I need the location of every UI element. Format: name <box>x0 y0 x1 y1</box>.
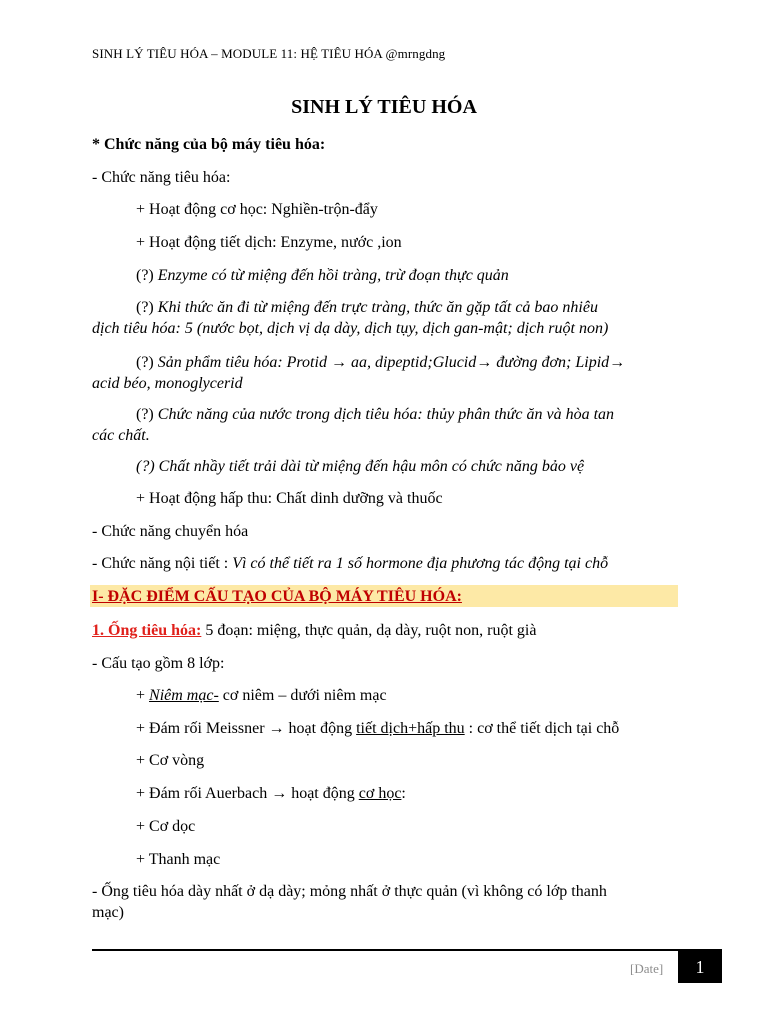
question-digestion-products <box>92 352 682 394</box>
question-marker: (?) <box>136 406 158 423</box>
footer-rule <box>92 949 722 951</box>
question-digestive-juices <box>92 297 682 339</box>
meissner-rest: : cơ thể tiết dịch tại chỗ <box>464 720 620 737</box>
question-marker: (?) <box>136 354 158 371</box>
layer-longitudinal-muscle: + Cơ dọc <box>136 818 196 835</box>
question-mucus: (?) Chất nhầy tiết trải dài từ miệng đến hậu môn có chức năng bảo vệ <box>136 458 585 475</box>
mucosa-term: Niêm mạc- <box>149 687 219 704</box>
secretion-activity: + Hoạt động tiết dịch: Enzyme, nước ,ion <box>136 234 402 251</box>
mechanical-activity: + Hoạt động cơ học: Nghiền-trộn-đẩy <box>136 201 378 218</box>
mucosa-rest: cơ niêm – dưới niêm mạc <box>218 687 387 704</box>
page-number: 1 <box>678 951 722 983</box>
digestive-tube-label: 1. Ống tiêu hóa: <box>92 622 202 639</box>
layer-meissner <box>136 718 619 739</box>
layer-auerbach <box>136 783 406 804</box>
metabolic-function: - Chức năng chuyển hóa <box>92 523 249 540</box>
question-text-line2: các chất. <box>92 427 150 444</box>
question-water-function <box>92 404 682 446</box>
endocrine-label: - Chức năng nội tiết : <box>92 555 233 572</box>
digestive-tube-text: 5 đoạn: miệng, thực quản, dạ dày, ruột non, ruột già <box>201 622 537 639</box>
question-text-line1: Sản phẩm tiêu hóa: Protid → aa, dipeptid;Glucid→ đường đơn; Lipid→ <box>157 354 626 371</box>
bullet: + <box>136 687 150 704</box>
section-heading: I- ĐẶC ĐIỂM CẤU TẠO CỦA BỘ MÁY TIÊU HÓA: <box>92 588 462 605</box>
thickness-note <box>92 881 682 923</box>
thickness-line2: mạc) <box>92 904 124 921</box>
layers-intro: - Cấu tạo gồm 8 lớp: <box>92 655 225 672</box>
thickness-line1: - Ống tiêu hóa dày nhất ở dạ dày; mỏng nhất ở thực quản (vì không có lớp thanh <box>92 883 607 900</box>
auerbach-prefix: + Đám rối Auerbach → hoạt động <box>136 785 359 802</box>
running-header: SINH LÝ TIÊU HÓA – MODULE 11: HỆ TIÊU HÓA @mrngdng <box>92 46 446 61</box>
question-text-line1: Khi thức ăn đi từ miệng đến trực tràng, thức ăn gặp tất cả bao nhiêu <box>157 299 598 316</box>
question-enzyme <box>136 265 509 286</box>
question-text-line2: dịch tiêu hóa: 5 (nước bọt, dịch vị dạ dày, dịch tụy, dịch gan-mật; dịch ruột non) <box>92 320 609 337</box>
digestive-tube-line <box>92 620 536 641</box>
layer-circular-muscle: + Cơ vòng <box>136 752 205 769</box>
auerbach-rest: : <box>401 785 406 802</box>
question-text-line2: acid béo, monoglycerid <box>92 375 243 392</box>
question-marker: (?) <box>136 267 158 284</box>
meissner-prefix: + Đám rối Meissner → hoạt động <box>136 720 357 737</box>
auerbach-term: cơ học <box>358 785 402 802</box>
layer-serosa: + Thanh mạc <box>136 851 221 868</box>
page-title: SINH LÝ TIÊU HÓA <box>291 96 477 118</box>
endocrine-text: Vì có thể tiết ra 1 số hormone địa phương tác động tại chỗ <box>232 555 609 572</box>
layer-mucosa <box>136 685 387 706</box>
meissner-term: tiết dịch+hấp thu <box>356 720 465 737</box>
absorption-activity: + Hoạt động hấp thu: Chất dinh dưỡng và thuốc <box>136 490 443 507</box>
question-text: Enzyme có từ miệng đến hồi tràng, trừ đoạn thực quản <box>157 267 509 284</box>
footer-date: [Date] <box>630 961 664 976</box>
endocrine-function <box>92 553 608 574</box>
functions-heading: * Chức năng của bộ máy tiêu hóa: <box>92 136 326 153</box>
digestive-function: - Chức năng tiêu hóa: <box>92 169 231 186</box>
question-marker: (?) <box>136 299 158 316</box>
question-text-line1: Chức năng của nước trong dịch tiêu hóa: thủy phân thức ăn và hòa tan <box>157 406 615 423</box>
